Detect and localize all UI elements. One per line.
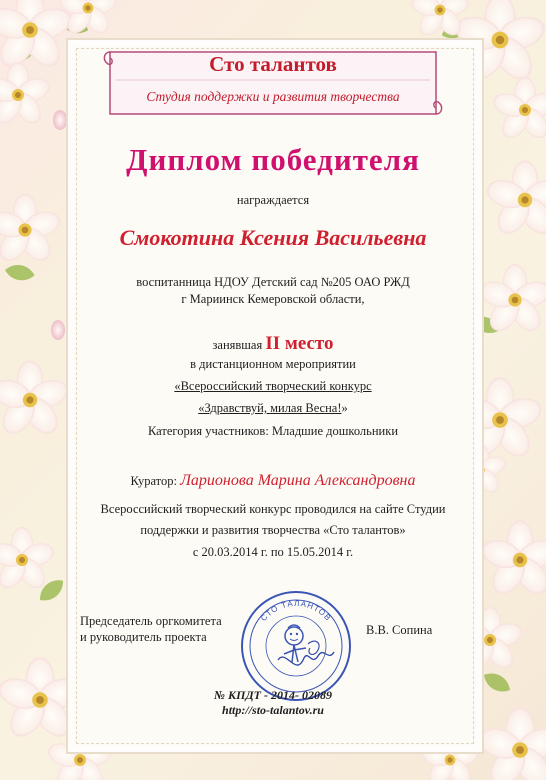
curator-label: Куратор: bbox=[130, 474, 177, 488]
awarded-label: награждается bbox=[236, 193, 310, 207]
curator-row bbox=[0, 472, 546, 490]
registration-number: № КПДТ - 2014- 02089 bbox=[214, 688, 332, 702]
studio-subtitle: Студия поддержки и развития творчества bbox=[146, 89, 400, 104]
recipient-name: Смокотина Ксения Васильевна bbox=[119, 225, 427, 250]
place-value: II место bbox=[265, 333, 334, 354]
affiliation-line-2: г Мариинск Кемеровской области, bbox=[181, 292, 365, 306]
signer-role-line-1: Председатель оргкомитета bbox=[80, 614, 222, 628]
event-name-line-1 bbox=[0, 379, 546, 394]
place-row bbox=[0, 333, 546, 355]
studio-name: Сто талантов bbox=[209, 52, 337, 76]
event-name-text-1: «Всероссийский творческий конкурс bbox=[174, 379, 372, 393]
event-intro: в дистанционном мероприятии bbox=[190, 357, 356, 371]
event-close-quote: » bbox=[341, 401, 348, 415]
official-stamp bbox=[238, 588, 354, 704]
event-name-text-2: «Здравствуй, милая Весна! bbox=[198, 401, 342, 415]
contest-info-line-2: поддержки и развития творчества «Сто талантов» bbox=[140, 523, 406, 537]
contest-info-line-1: Всероссийский творческий конкурс проводился на сайте Студии bbox=[100, 502, 446, 516]
place-prefix: занявшая bbox=[212, 338, 263, 352]
diploma-title: Диплом победителя bbox=[126, 142, 420, 177]
svg-text:СТО ТАЛАНТОВ: СТО ТАЛАНТОВ bbox=[258, 598, 334, 623]
website-url: http://sto-talantov.ru bbox=[222, 703, 324, 717]
participant-category: Категория участников: Младшие дошкольники bbox=[147, 424, 399, 438]
affiliation-line-1: воспитанница НДОУ Детский сад №205 ОАО РЖД bbox=[136, 275, 410, 289]
signer-name: В.В. Сопина bbox=[366, 623, 433, 637]
contest-dates: с 20.03.2014 г. по 15.05.2014 г. bbox=[192, 545, 354, 559]
signer-role-line-2: и руководитель проекта bbox=[80, 630, 207, 644]
event-name-line-2 bbox=[0, 401, 546, 416]
curator-name: Ларионова Марина Александровна bbox=[180, 472, 416, 489]
